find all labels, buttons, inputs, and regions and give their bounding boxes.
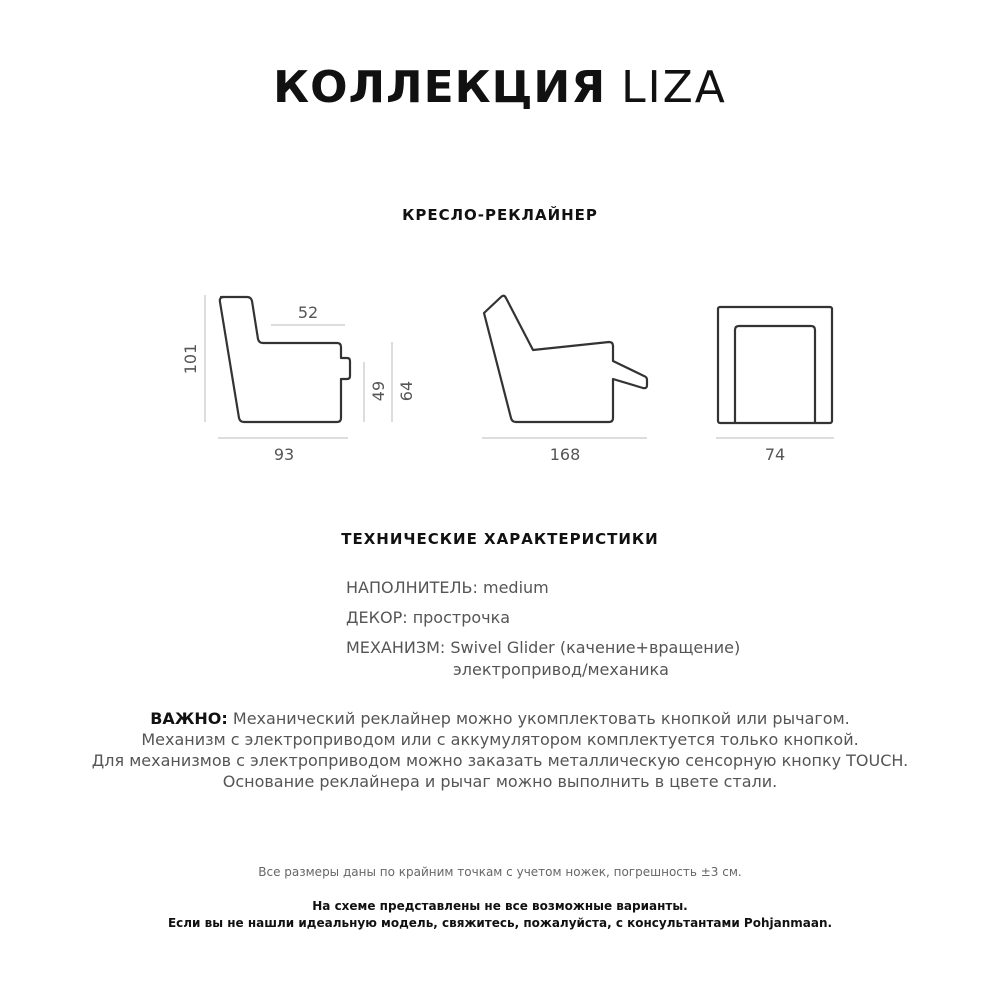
product-type: КРЕСЛО-РЕКЛАЙНЕР [402, 206, 598, 224]
important-label: ВАЖНО: [150, 709, 228, 728]
title-model: LIZA [621, 62, 727, 113]
dim-reclined-length: 168 [549, 445, 581, 464]
important-text-1: Механический реклайнер можно укомплектовать кнопкой или рычагом. [232, 709, 850, 728]
reclined-view-drawing [482, 296, 647, 464]
dimension-drawings [0, 280, 1000, 480]
spec-decor: ДЕКОР: прострочка [346, 608, 511, 627]
spec-filler: НАПОЛНИТЕЛЬ: medium [346, 578, 549, 597]
dim-side-height: 101 [181, 343, 200, 375]
dim-front-width: 74 [764, 445, 786, 464]
side-view-outline [220, 297, 350, 422]
dim-side-width: 93 [273, 445, 295, 464]
footer-note [0, 898, 1000, 932]
dim-seat-depth: 52 [297, 303, 319, 322]
specs-title: ТЕХНИЧЕСКИЕ ХАРАКТЕРИСТИКИ [341, 530, 659, 548]
important-line-2: Механизм с электроприводом или с аккумулятором комплектуется только кнопкой. [141, 730, 859, 749]
footer-line-1: На схеме представлены не все возможные варианты. [312, 899, 688, 913]
front-view-inner [735, 326, 815, 423]
spec-mechanism: МЕХАНИЗМ: Swivel Glider (качение+вращение) [346, 638, 741, 657]
footnote: Все размеры даны по крайним точкам с учетом ножек, погрешность ±3 см. [258, 865, 742, 879]
footer-line-2: Если вы не нашли идеальную модель, свяжитесь, пожалуйста, с консультантами Pohjanmaan. [167, 916, 833, 930]
important-note [0, 708, 1000, 792]
important-line-4: Основание реклайнера и рычаг можно выполнить в цвете стали. [222, 772, 778, 791]
reclined-view-outline [484, 296, 647, 422]
important-line-1 [0, 708, 1000, 729]
important-line-3: Для механизмов с электроприводом можно заказать металлическую сенсорную кнопку TOUCH. [91, 751, 909, 770]
dim-arm-height: 64 [397, 380, 416, 402]
side-view-drawing [181, 295, 416, 464]
spec-mechanism-cont: электропривод/механика [453, 660, 669, 679]
front-view-drawing [716, 307, 834, 464]
page-title [0, 62, 1000, 114]
title-collection: КОЛЛЕКЦИЯ [273, 62, 607, 113]
dim-seat-height: 49 [369, 380, 388, 402]
